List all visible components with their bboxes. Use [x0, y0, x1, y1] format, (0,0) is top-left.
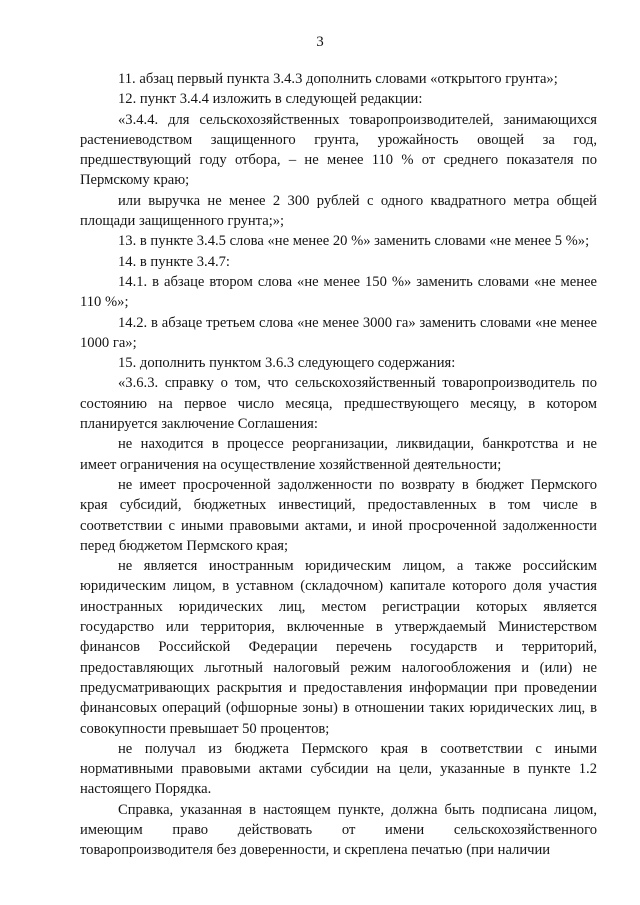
paragraph-3-6-3-text: «3.6.3. справку о том, что сельскохозяйственный товаропроизводитель по состоянию на первое число месяца, предшествующего месяцу, в котором планируется заключение Соглашения: — [80, 375, 597, 433]
paragraph-no-reorganization: не находится в процессе реорганизации, ликвидации, банкротства и не имеет ограничения на осуществление хозяйственной деятельности; — [80, 436, 597, 473]
paragraph-item-11: 11. абзац первый пункта 3.4.3 дополнить словами «открытого грунта»; — [118, 71, 558, 87]
page-number: 3 — [316, 34, 324, 50]
paragraph-no-other-subsidies: не получал из бюджета Пермского края в соответствии с иными нормативными правовыми актами субсидии на цели, указанные в пункте 1.2 настоящего Порядка. — [80, 740, 597, 798]
paragraph-revenue-option: или выручка не менее 2 300 рублей с одного квадратного метра общей площади защищенного грунта;»; — [80, 192, 597, 230]
paragraph-not-foreign-entity: не является иностранным юридическим лицом, а также российским юридическим лицом, в уставном (складочном) капитале которого доля участия иностранных юридических лиц, местом регистрации которых является государство или территория, включенные в утверждаемый Министерством финансов Российской Федерации перечень государств и территорий, предоставляющих льготный налоговый режим налогообложения и (или) не предусматривающих раскрытия и предоставления информации при проведении финансовых операций (офшорные зоны) в отношении таких юридических лиц, в совокупности превышает 50 процентов; — [80, 558, 597, 737]
paragraph-item-13: 13. в пункте 3.4.5 слова «не менее 20 %» заменить словами «не менее 5 %»; — [118, 233, 590, 250]
paragraph-certificate-signature: Справка, указанная в настоящем пункте, должна быть подписана лицом, имеющим право действовать от имени сельскохозяйственного товаропроизводителя без доверенности, и скреплена печатью (при наличии — [80, 801, 597, 859]
paragraph-3-4-4-text: «3.4.4. для сельскохозяйственных товаропроизводителей, занимающихся растениеводством защищенного грунта, урожайность овощей за год, предшествующий году отбора, – не менее 110 % от среднего показателя по Пермскому краю; — [80, 111, 597, 189]
paragraph-item-12: 12. пункт 3.4.4 изложить в следующей редакции: — [118, 91, 423, 108]
document-body — [80, 69, 597, 861]
paragraph-item-14: 14. в пункте 3.4.7: — [118, 253, 230, 270]
paragraph-no-debt: не имеет просроченной задолженности по возврату в бюджет Пермского края субсидий, бюджетных инвестиций, предоставленных в том числе в соответствии с иными правовыми актами, и иной просроченной задолженности перед бюджетом Пермского края; — [80, 476, 597, 554]
paragraph-item-14-1: 14.1. в абзаце втором слова «не менее 150 %» заменить словами «не менее 110 %»; — [80, 273, 597, 311]
paragraph-item-14-2: 14.2. в абзаце третьем слова «не менее 3000 га» заменить словами «не менее 1000 га»; — [80, 314, 597, 351]
paragraph-item-15: 15. дополнить пунктом 3.6.3 следующего содержания: — [118, 355, 456, 372]
